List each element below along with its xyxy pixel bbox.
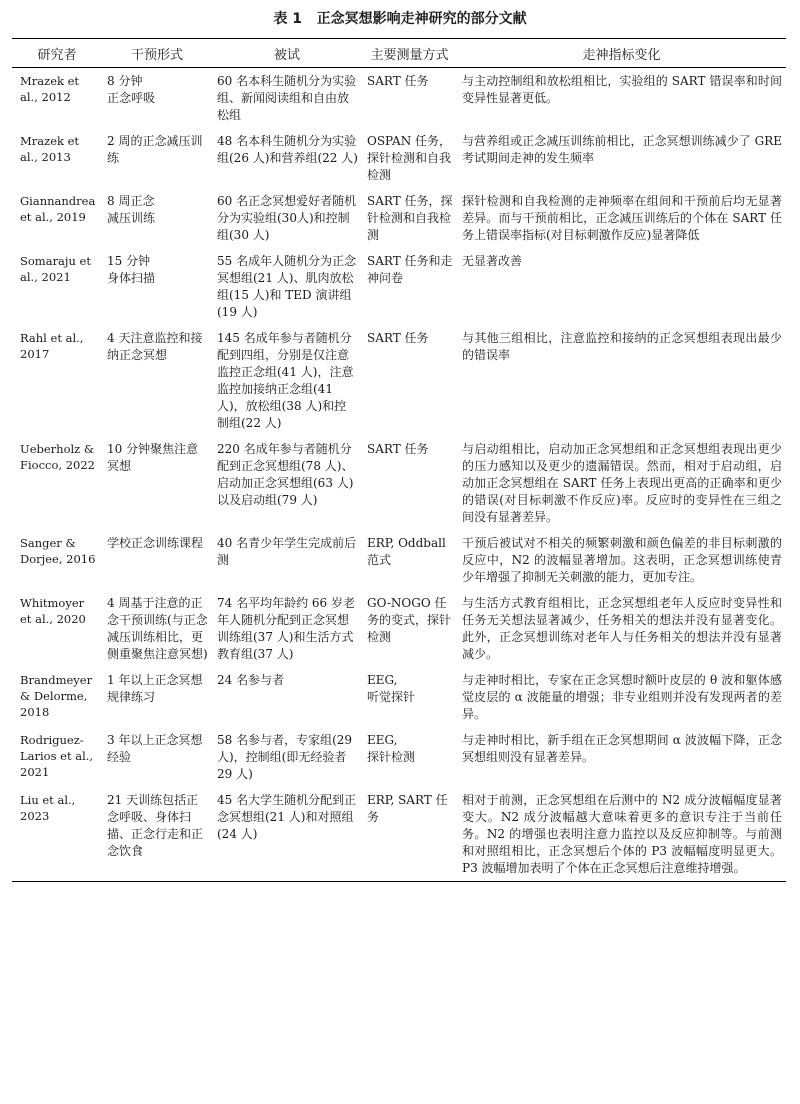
caption-label: 表 1 (273, 11, 302, 27)
participants-cell: 145 名成年参与者随机分配到四组，分别是仅注意监控正念组(41 人)，注意监控加接纳正念组(41 人)，放松组(38 人)和控制组(22 人) (217, 331, 354, 430)
result-cell: 无显著改善 (462, 254, 523, 268)
participants-cell: 58 名参与者，专家组(29 人)，控制组(即无经验者 29 人) (217, 733, 353, 781)
table-row (12, 248, 786, 325)
study-cell: Rodriguez-Larios et al., 2021 (20, 733, 94, 779)
table-row (12, 325, 786, 436)
measure-cell: ERP, Oddball 范式 (367, 536, 446, 567)
participants-cell: 48 名本科生随机分为实验组(26 人)和营养组(22 人) (217, 134, 358, 165)
measure-cell: EEG, 探针检测 (367, 733, 416, 764)
intervention-cell: 4 周基于注意的正念干预训练(与正念减压训练相比，更侧重聚焦注意冥想) (107, 596, 208, 661)
table-row (12, 530, 786, 590)
intervention-cell: 8 分钟 正念呼吸 (107, 74, 156, 105)
study-cell: Liu et al., 2023 (20, 793, 76, 823)
participants-cell: 45 名大学生随机分配到正念冥想组(21 人)和对照组(24 人) (217, 793, 357, 841)
intervention-cell: 学校正念训练课程 (107, 536, 204, 550)
result-cell: 干预后被试对不相关的频繁刺激和颜色偏差的非目标刺激的反应中，N2 的波幅显著增加。这表明，正念冥想训练使青少年增强了抑制无关刺激的能力，更加专注。 (462, 536, 782, 584)
participants-cell: 74 名平均年龄约 66 岁老年人随机分配到正念冥想训练组(37 人)和生活方式教育组(37 人) (217, 596, 355, 661)
study-cell: Brandmeyer & Delorme, 2018 (20, 673, 93, 719)
intervention-cell: 4 天注意监控和接纳正念冥想 (107, 331, 203, 362)
header-study: 研究者 (37, 47, 77, 63)
result-cell: 与营养组或正念减压训练前相比，正念冥想训练减少了 GRE 考试期间走神的发生频率 (462, 134, 782, 165)
intervention-cell: 2 周的正念减压训练 (107, 134, 203, 165)
table-row (12, 727, 786, 787)
result-cell: 与生活方式教育组相比，正念冥想组老年人反应时变异性和任务无关想法显著减少，任务相关的想法并没有显著变化。此外，正念冥想训练对老年人与任务相关的想法并没有显著减少。 (462, 596, 782, 661)
result-cell: 与走神时相比，新手组在正念冥想期间 α 波波幅下降，正念冥想组则没有显著差异。 (462, 733, 782, 764)
literature-table (12, 38, 786, 882)
measure-cell: GO-NOGO 任务的变式，探针检测 (367, 596, 452, 644)
table-row (12, 667, 786, 727)
participants-cell: 40 名青少年学生完成前后测 (217, 536, 357, 567)
header-result: 走神指标变化 (582, 47, 661, 63)
table-row (12, 787, 786, 882)
measure-cell: SART 任务 (367, 331, 429, 345)
table-row (12, 128, 786, 188)
measure-cell: SART 任务，探针检测和自我检测 (367, 194, 453, 242)
participants-cell: 24 名参与者 (217, 673, 285, 687)
study-cell: Sanger & Dorjee, 2016 (20, 536, 96, 566)
measure-cell: SART 任务 (367, 442, 429, 456)
study-cell: Somaraju et al., 2021 (20, 254, 91, 284)
study-cell: Ueberholz & Fiocco, 2022 (20, 442, 95, 472)
intervention-cell: 21 天训练包括正念呼吸、身体扫描、正念行走和正念饮食 (107, 793, 204, 858)
measure-cell: SART 任务 (367, 74, 429, 88)
result-cell: 与主动控制组和放松组相比，实验组的 SART 错误率和时间变异性显著更低。 (462, 74, 782, 105)
intervention-cell: 15 分钟 身体扫描 (107, 254, 156, 285)
measure-cell: ERP, SART 任务 (367, 793, 448, 824)
result-cell: 与启动组相比，启动加正念冥想组和正念冥想组表现出更少的压力感知以及更少的遗漏错误。然而，相对于启动组，启动加正念冥想组在 SART 任务上表现出更高的正确率和更少的错误(对目标刺激不作反应)率。反应时的变异性在三组之间没有显著差异。 (462, 442, 782, 524)
result-cell: 与走神时相比，专家在正念冥想时额叶皮层的 θ 波和躯体感觉皮层的 α 波能量的增强；非专业组则并没有发现两者的差异。 (462, 673, 782, 721)
measure-cell: EEG, 听觉探针 (367, 673, 416, 704)
study-cell: Giannandrea et al., 2019 (20, 194, 96, 224)
study-cell: Mrazek et al., 2013 (20, 134, 80, 164)
study-cell: Whitmoyer et al., 2020 (20, 596, 86, 626)
participants-cell: 220 名成年参与者随机分配到正念冥想组(78 人)、启动加正念冥想组(63 人)以及启动组(79 人) (217, 442, 354, 507)
table-row (12, 436, 786, 530)
header-participants: 被试 (273, 47, 300, 63)
participants-cell: 60 名本科生随机分为实验组、新闻阅读组和自由放松组 (217, 74, 357, 122)
study-cell: Mrazek et al., 2012 (20, 74, 80, 104)
intervention-cell: 1 年以上正念冥想规律练习 (107, 673, 203, 704)
result-cell: 与其他三组相比，注意监控和接纳的正念冥想组表现出最少的错误率 (462, 331, 782, 362)
study-cell: Rahl et al., 2017 (20, 331, 84, 361)
intervention-cell: 8 周正念 减压训练 (107, 194, 156, 225)
result-cell: 相对于前测，正念冥想组在后测中的 N2 成分波幅幅度显著变大。N2 成分波幅越大意味着更多的意识专注于当前任务。N2 的增强也表明注意力监控以及反应抑制等。与前测和对照组相比，正念冥想后个体的 P3 波幅幅度明显更大。P3 波幅增加表明了个体在正念冥想后注意维持增强。 (462, 793, 782, 875)
measure-cell: OSPAN 任务，探针检测和自我检测 (367, 134, 452, 182)
participants-cell: 60 名正念冥想爱好者随机分为实验组(30人)和控制组(30 人) (217, 194, 357, 242)
table-header-row (12, 39, 786, 68)
intervention-cell: 3 年以上正念冥想经验 (107, 733, 203, 764)
table-row (12, 68, 786, 129)
caption-text: 正念冥想影响走神研究的部分文献 (316, 11, 527, 27)
table-row (12, 590, 786, 667)
participants-cell: 55 名成年人随机分为正念冥想组(21 人)、肌肉放松组(15 人)和 TED 演讲组(19 人) (217, 254, 357, 319)
header-measure: 主要测量方式 (370, 47, 449, 63)
intervention-cell: 10 分钟聚焦注意冥想 (107, 442, 199, 473)
result-cell: 探针检测和自我检测的走神频率在组间和干预前后均无显著差异。而与干预前相比，正念减压训练后的个体在 SART 任务上错误率指标(对目标刺激作反应)显著降低 (462, 194, 782, 242)
table-caption (0, 8, 800, 28)
table-row (12, 188, 786, 248)
table-body (12, 68, 786, 882)
header-intervention: 干预形式 (130, 47, 183, 63)
measure-cell: SART 任务和走神问卷 (367, 254, 453, 285)
